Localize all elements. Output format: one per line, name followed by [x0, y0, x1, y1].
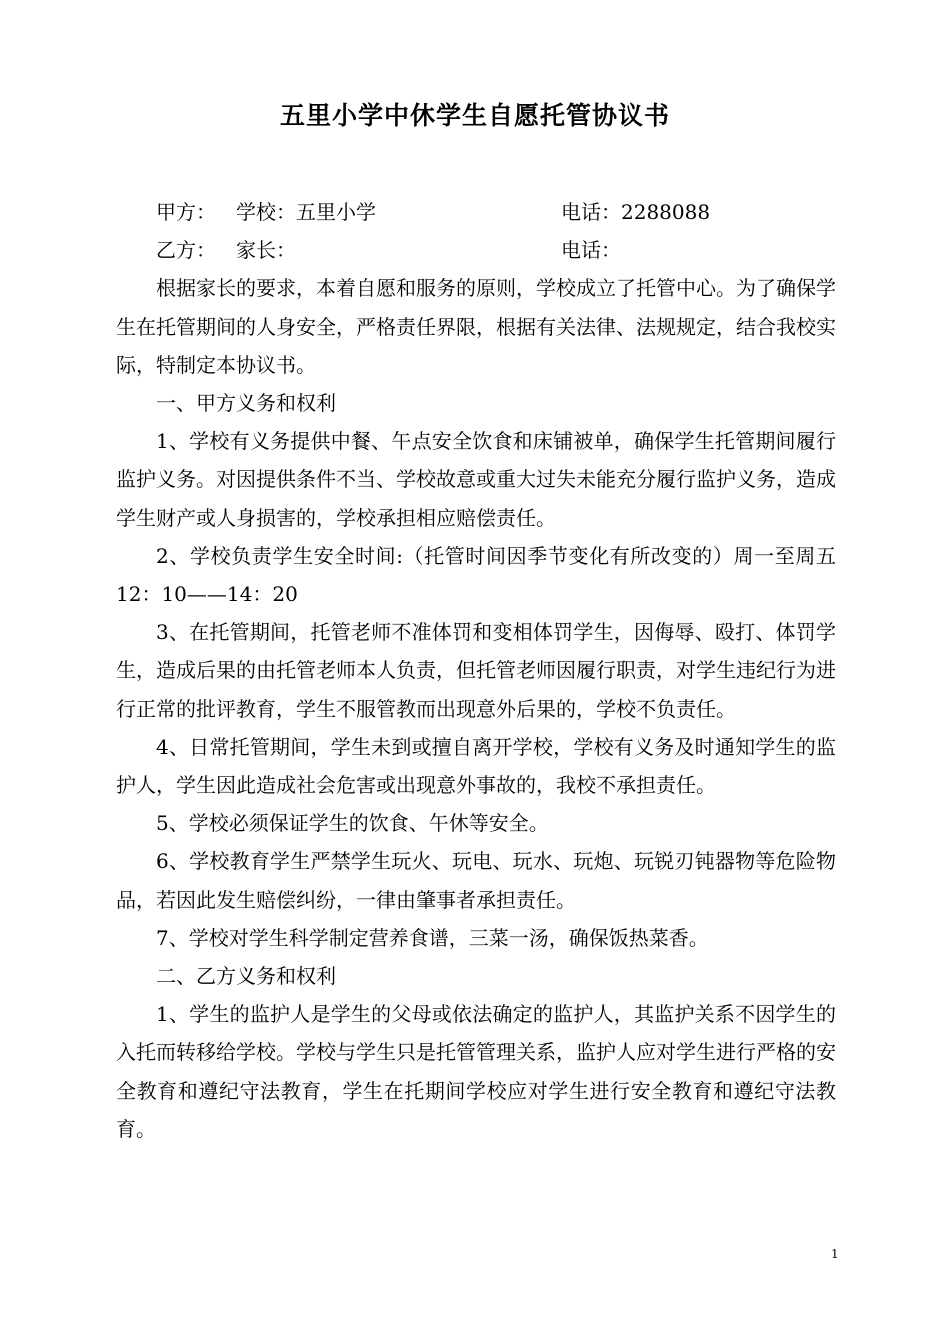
party-a-row: [116, 193, 836, 231]
party-a-clause-1: 1、学校有义务提供中餐、午点安全饮食和床铺被单，确保学生托管期间履行监护义务。对因提供条件不当、学校故意或重大过失未能充分履行监护义务，造成学生财产或人身损害的，学校承担相应赔偿责任。: [116, 429, 836, 530]
page-number: 1: [831, 1247, 839, 1261]
document-body: [116, 193, 856, 1148]
party-a-clause-4: 4、日常托管期间，学生未到或擅自离开学校，学校有义务及时通知学生的监护人，学生因此造成社会危害或出现意外事故的，我校不承担责任。: [116, 734, 836, 798]
party-a-role: 甲方：: [156, 200, 216, 224]
party-b-clause-1: 1、学生的监护人是学生的父母或依法确定的监护人，其监护关系不因学生的入托而转移给学校。学校与学生只是托管管理关系，监护人应对学生进行严格的安全教育和遵纪守法教育，学生在托期间学校应对学生进行安全教育和遵纪守法教育。: [116, 1002, 836, 1141]
party-b-name: 家长：: [236, 238, 296, 263]
party-a-clause-6: 6、学校教育学生严禁学生玩火、玩电、玩水、玩炮、玩锐刃钝器物等危险物品，若因此发生赔偿纠纷，一律由肇事者承担责任。: [116, 849, 836, 912]
party-a-phone: 电话：2288088: [561, 200, 711, 224]
party-b-row: [116, 231, 836, 269]
party-b-role: 乙方：: [156, 238, 216, 263]
section-heading-party-b: 二、乙方义务和权利: [156, 964, 336, 989]
section-heading-party-a: 一、甲方义务和权利: [156, 390, 336, 415]
party-a-clause-5: 5、学校必须保证学生的饮食、午休等安全。: [156, 811, 549, 836]
party-a-clause-3: 3、在托管期间，托管老师不准体罚和变相体罚学生，因侮辱、殴打、体罚学生，造成后果的由托管老师本人负责，但托管老师因履行职责，对学生违纪行为进行正常的批评教育，学生不服管教而出现意外后果的，学校不负责任。: [116, 620, 836, 721]
document-title: 五里小学中休学生自愿托管协议书: [279, 101, 670, 130]
intro-paragraph: 根据家长的要求，本着自愿和服务的原则，学校成立了托管中心。为了确保学生在托管期间的人身安全，严格责任界限，根据有关法律、法规规定，结合我校实际，特制定本协议书。: [116, 276, 836, 377]
party-b-phone: 电话：: [561, 238, 621, 263]
party-a-name: 学校：五里小学: [236, 200, 376, 224]
party-a-clause-2: 2、学校负责学生安全时间:（托管时间因季节变化有所改变的）周一至周五 12：10——14：20: [116, 543, 856, 606]
party-a-clause-7: 7、学校对学生科学制定营养食谱，三菜一汤，确保饭热菜香。: [156, 925, 709, 950]
